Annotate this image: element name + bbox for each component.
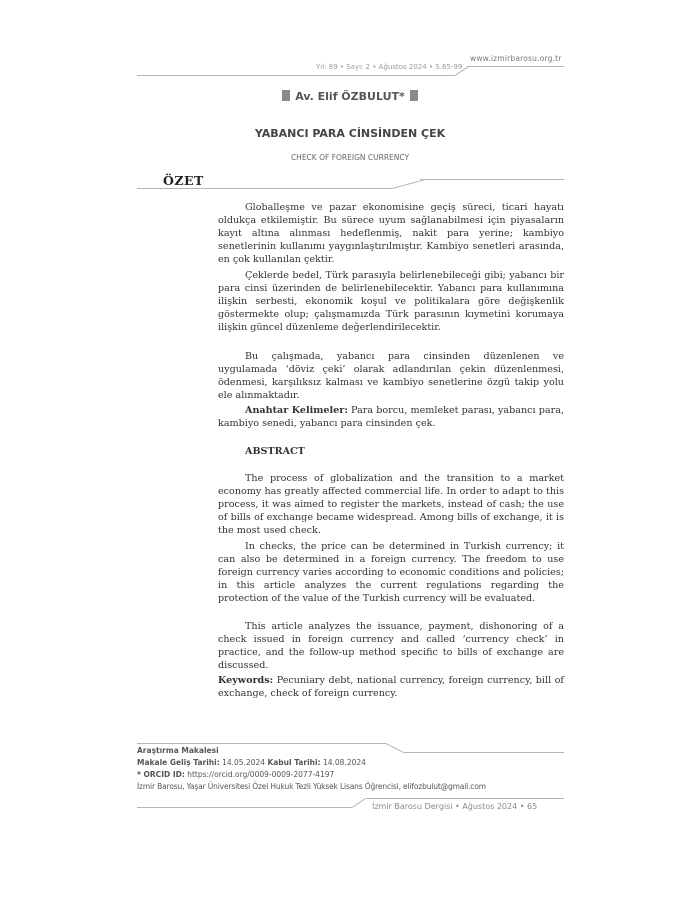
abstract-heading: ABSTRACT [245,446,305,457]
orcid-label: * ORCID ID: [137,770,185,779]
author-affiliation: İzmir Barosu, Yaşar Üniversitesi Özel Hukuk Tezli Yüksek Lisans Öğrencisi, elifozbulut@gmail.com [137,782,486,791]
issue-info: Yıl: 89 • Sayı: 2 • Ağustos 2024 • S.65-99 [316,63,463,71]
orcid-line [137,770,334,779]
ozet-paragraph-3: Bu çalışmada, yabancı para cinsinden düzenlenen ve uygulamada ‘döviz çeki’ olarak adlandırılan çekin düzenlenmesi, ödenmesi, karşılıksız kalması ve kambiyo senetlerine özgü takip yolu ele alınmaktadır. [218,351,564,401]
journal-website[interactable]: www.izmirbarosu.org.tr [470,54,562,63]
article-type: Araştırma Makalesi [137,746,219,755]
header-rule-bottom [137,75,455,76]
ozet-keywords-text: Para borcu, memleket parası, yabancı para, kambiyo senedi, yabancı para cinsinden çek. [218,405,564,429]
ozet-keywords-label: Anahtar Kelimeler: [245,405,348,416]
abstract-paragraph-3: This article analyzes the issuance, payment, dishonoring of a check issued in foreign currency and called ‘currency check’ in practice, and the follow-up method specific to bills of exchange are discussed. [218,621,564,671]
abstract-paragraph-1: The process of globalization and the transition to a market economy has greatly affected commercial life. In order to adapt to this process, it was aimed to register the markets, instead of cash; the use of bills of exchange became widespread. Among bills of exchange, it is the most used check. [218,473,564,536]
ozet-rule-top [420,179,564,180]
dates-line [137,758,366,767]
ozet-paragraph-2: Çeklerde bedel, Türk parasıyla belirlenebileceği gibi; yabancı bir para cinsi üzerinden de belirlenebilecektir. Yabancı para kullanımına ilişkin serbesti, ekonomik koşul ve politikalara göre değişkenlik göstermekte olup; çalışmamızda Türk parasının kıymetini korumaya ilişkin güncel düzenleme değerlendirilecektir. [218,270,564,333]
ozet-paragraph-1: Globalleşme ve pazar ekonomisine geçiş süreci, ticari hayatı oldukça etkilemiştir. Bu sürece uyum sağlanabilmesi için piyasaların kayıt altına alınması hedeflenmiş, nakit para yerine; kambiyo senetlerinin kullanımı yaygınlaştırılmıştır. Kambiyo senetleri arasında, en çok kullanılan çektir. [218,202,564,265]
ozet-keywords [218,404,564,430]
page-footer-rule-bottom [137,807,352,808]
accepted-label: Kabul Tarihi: [267,758,321,767]
article-title: YABANCI PARA CİNSİNDEN ÇEK [254,127,446,140]
page-footer-text: İzmir Barosu Dergisi • Ağustos 2024 • 65 [372,802,538,811]
page-footer-rule-diagonal [352,798,366,808]
footnote-rule-diagonal [386,743,404,753]
footnote-rule-top [137,743,386,744]
orcid-link[interactable]: https://orcid.org/0009-0009-2077-4197 [187,770,335,779]
abstract-keywords-label: Keywords: [218,675,274,686]
author-bar-left [282,90,290,101]
author-name: Av. Elif ÖZBULUT* [295,90,405,103]
page-footer-rule-top [366,798,564,799]
ozet-rule-diagonal [392,179,425,189]
article-title-english: CHECK OF FOREIGN CURRENCY [290,153,410,162]
footnote-rule-bottom [404,752,564,753]
received-date: 14.05.2024 [222,758,266,767]
author-line [0,87,700,105]
ozet-heading: ÖZET [163,173,204,188]
abstract-paragraph-2: In checks, the price can be determined in Turkish currency; it can also be determined in a foreign currency. The freedom to use foreign currency varies according to economic conditions and policies; in this article analyzes the current regulations regarding the protection of the value of the Turkish currency will be evaluated. [218,541,564,604]
header-rule-top [467,66,564,67]
abstract-keywords [218,674,564,700]
author-bar-right [410,90,418,101]
accepted-date: 14.08.2024 [322,758,366,767]
abstract-keywords-text: Pecuniary debt, national currency, foreign currency, bill of exchange, check of foreign currency. [218,675,564,699]
ozet-rule-bottom [137,188,392,189]
received-label: Makale Geliş Tarihi: [137,758,220,767]
